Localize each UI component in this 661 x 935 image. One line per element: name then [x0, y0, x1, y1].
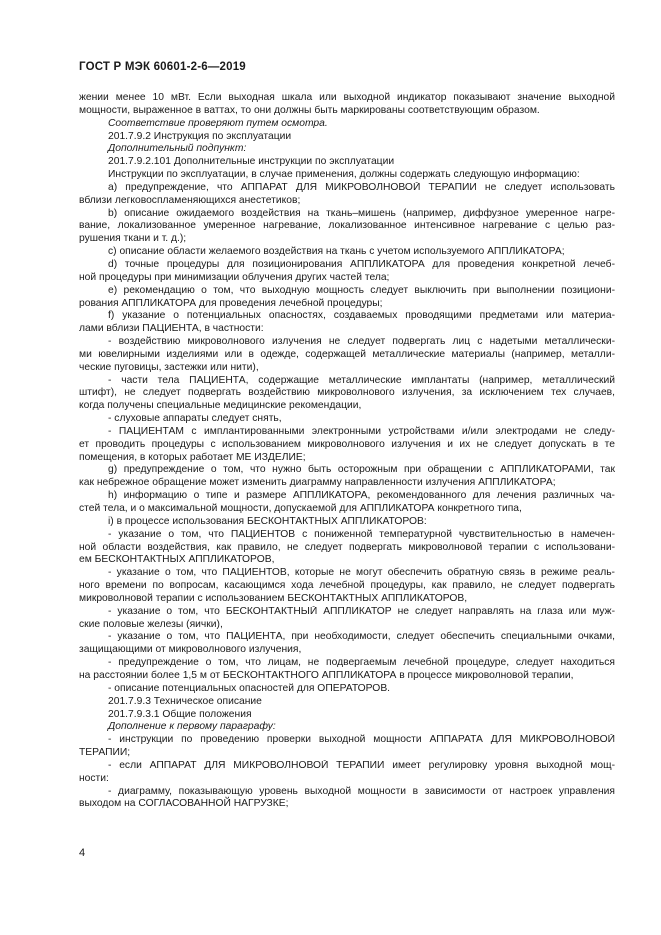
- text-line: - диаграмму, показывающую уровень выходной мощности в зависимости от настроек управления: [108, 785, 615, 797]
- page-number: 4: [79, 847, 86, 859]
- text-line: 201.7.9.3.1 Общие положения: [108, 708, 252, 720]
- text-line: - если АППАРАТ ДЛЯ МИКРОВОЛНОВОЙ ТЕРАПИИ имеет регулировку уровня выходной мощ-: [108, 759, 615, 771]
- text-line: жении менее 10 мВт. Если выходная шкала или выходной индикатор показывают значение выходной: [79, 92, 615, 103]
- text-line: 201.7.9.2.101 Дополнительные инструкции по эксплуатации: [108, 156, 395, 168]
- text-line: - указание о том, что ПАЦИЕНТА, при необходимости, следует обеспечить специальными очками,: [108, 631, 615, 643]
- text-line: ем БЕСКОНТАКТНЫХ АППЛИКАТОРОВ,: [79, 554, 275, 566]
- text-line: b) описание ожидаемого воздействия на ткань–мишень (например, диффузное умеренное нагре-: [108, 207, 615, 219]
- text-line: c) описание области желаемого воздействия на ткань с учетом используемого АППЛИКАТОРА;: [108, 246, 565, 258]
- text-line: - указание о том, что ПАЦИЕНТОВ, которые не могут обеспечить обратную связь в режиме реаль-: [108, 567, 615, 579]
- text-line: рушения ткани и т. д.);: [79, 233, 187, 245]
- text-line: как небрежное обращение может изменить диаграмму направленности излучения АППЛИКАТОРА;: [79, 477, 556, 489]
- text-line: Соответствие проверяют путем осмотра.: [108, 117, 328, 129]
- text-line: лами вблизи ПАЦИЕНТА, в частности:: [79, 323, 264, 335]
- text-line: Инструкции по эксплуатации, в случае применения, должны содержать следующую информацию:: [108, 169, 580, 181]
- text-line: ности:: [79, 772, 109, 784]
- text-line: - воздействию микроволнового излучения не следует подвергать лиц с надетыми металлически-: [108, 336, 615, 348]
- text-line: - ПАЦИЕНТАМ с имплантированными электронными устройствами и/или электродами не следу-: [108, 425, 615, 437]
- text-line: на расстоянии более 1,5 м от БЕСКОНТАКТНОГО АППЛИКАТОРА в процессе микроволновой терапии,: [79, 669, 574, 681]
- text-line: ной процедуры при минимизации облучения других частей тела;: [79, 271, 390, 283]
- text-line: мощности, выраженное в ваттах, то они должны быть маркированы соответствующим образом.: [79, 104, 540, 116]
- text-line: защищающими от микроволнового излучения,: [79, 644, 302, 656]
- text-line: ет проводить процедуры с использованием микроволнового излучения и их не следует допускать в те: [79, 438, 615, 450]
- document-header: ГОСТ Р МЭК 60601-2-6—2019: [79, 61, 246, 73]
- text-line: микроволновой терапии с использованием БЕСКОНТАКТНЫХ АППЛИКАТОРОВ,: [79, 592, 468, 604]
- text-line: Дополнение к первому параграфу:: [108, 721, 276, 733]
- text-line: h) информацию о типе и размере АППЛИКАТОРА, рекомендованного для лечения различных ча-: [108, 490, 615, 502]
- document-body: [79, 92, 615, 811]
- text-line: стей тела, и о максимальной мощности, допускаемой для АППЛИКАТОРА конкретного типа,: [79, 503, 522, 514]
- text-line: a) предупреждение, что АППАРАТ ДЛЯ МИКРОВОЛНОВОЙ ТЕРАПИИ не следует использовать: [108, 181, 615, 193]
- text-line: i) в процессе использования БЕСКОНТАКТНЫХ АППЛИКАТОРОВ:: [108, 515, 427, 527]
- text-line: ческие пуговицы, застежки или нити),: [79, 361, 259, 373]
- text-line: вблизи легковоспламеняющихся анестетиков;: [79, 194, 301, 206]
- text-line: g) предупреждение о том, что нужно быть осторожным при обращении с АППЛИКАТОРАМИ, так: [108, 464, 615, 476]
- text-line: - части тела ПАЦИЕНТА, содержащие металлические имплантаты (например, металлический: [108, 374, 615, 386]
- text-line: - описание потенциальных опасностей для ОПЕРАТОРОВ.: [108, 682, 391, 694]
- text-line: 201.7.9.3 Техническое описание: [108, 695, 262, 707]
- text-line: f) указание о потенциальных опасностях, создаваемых проводящими предметами или материа-: [108, 310, 615, 322]
- text-line: штифт), не следует подвергать воздействию микроволнового излучения, за исключением тех случаев,: [79, 387, 615, 399]
- text-line: 201.7.9.2 Инструкция по эксплуатации: [108, 130, 292, 142]
- text-line: - указание о том, что ПАЦИЕНТОВ с пониженной температурной чувствительностью в намечен-: [108, 528, 615, 540]
- text-line: ного времени по вопросам, касающимся хода лечебной процедуры, как правило, не следует подвергать: [79, 580, 615, 592]
- text-line: выходом на СОГЛАСОВАННОЙ НАГРУЗКЕ;: [79, 798, 289, 810]
- text-line: вание, локализованное умеренное нагревание, локализованное интенсивное нагревание с целью раз-: [79, 220, 615, 232]
- text-line: ми ювелирными изделиями или в одежде, содержащей металлические материалы (например, металли-: [79, 348, 615, 360]
- text-line: когда получены специальные медицинские рекомендации,: [79, 400, 362, 412]
- text-line: рования АППЛИКАТОРА для проведения лечебной процедуры;: [79, 297, 383, 309]
- text-line: ТЕРАПИИ;: [79, 747, 131, 759]
- text-line: - инструкции по проведению проверки выходной мощности АППАРАТА ДЛЯ МИКРОВОЛНОВОЙ: [108, 734, 615, 746]
- text-line: ной области воздействия, как правило, не следует подвергать микроволновой терапии с использовани-: [79, 541, 615, 553]
- text-line: - предупреждение о том, что лицам, не подвергаемым лечебной процедуре, следует находиться: [108, 657, 615, 669]
- text-line: e) рекомендацию о том, что выходную мощность следует выключить при выполнении позициони-: [108, 284, 615, 296]
- text-line: Дополнительный подпункт:: [108, 143, 247, 155]
- text-line: d) точные процедуры для позиционирования АППЛИКАТОРА для проведения конкретной лечеб-: [108, 258, 615, 270]
- text-line: ские половые железы (яички),: [79, 618, 223, 630]
- text-line: - слуховые аппараты следует снять,: [108, 413, 282, 425]
- text-line: - указание о том, что БЕСКОНТАКТНЫЙ АППЛИКАТОР не следует направлять на глаза или муж-: [108, 605, 615, 617]
- text-line: помещения, в которых работает МЕ ИЗДЕЛИЕ;: [79, 451, 306, 463]
